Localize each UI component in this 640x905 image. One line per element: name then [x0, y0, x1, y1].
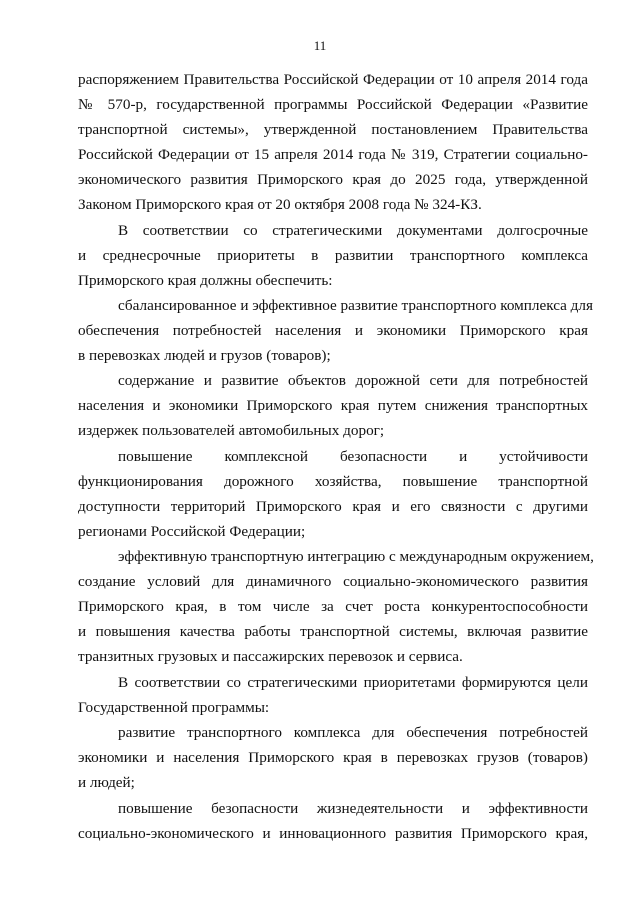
text-line: распоряжением Правительства Российской Федерации от 10 апреля 2014 года: [78, 71, 588, 88]
text-line: Российской Федерации от 15 апреля 2014 года № 319, Стратегии социально-: [78, 146, 588, 163]
text-line: и повышения качества работы транспортной системы, включая развитие: [78, 623, 588, 640]
paragraph-first-line: эффективную транспортную интеграцию с международным окружением,: [118, 548, 594, 565]
text-line: транзитных грузовых и пассажирских перевозок и сервиса.: [78, 648, 463, 665]
text-line: в перевозках людей и грузов (товаров);: [78, 347, 331, 364]
paragraph-first-line: повышение комплексной безопасности и устойчивости: [118, 448, 588, 465]
text-line: доступности территорий Приморского края и его связности с другими: [78, 498, 588, 515]
text-line: издержек пользователей автомобильных дорог;: [78, 422, 385, 439]
text-line: экономики и населения Приморского края в перевозках грузов (товаров): [78, 749, 588, 766]
text-line: создание условий для динамичного социально-экономического развития: [78, 573, 588, 590]
text-line: Приморского края должны обеспечить:: [78, 272, 333, 289]
text-line: транспортной системы», утвержденной постановлением Правительства: [78, 121, 588, 138]
page-number: 11: [313, 38, 327, 53]
text-line: населения и экономики Приморского края путем снижения транспортных: [78, 397, 588, 414]
paragraph-first-line: повышение безопасности жизнедеятельности и эффективности: [118, 800, 588, 817]
text-line: социально-экономического и инновационного развития Приморского края,: [78, 825, 588, 842]
text-line: и среднесрочные приоритеты в развитии транспортного комплекса: [78, 247, 588, 264]
text-line: функционирования дорожного хозяйства, повышение транспортной: [78, 473, 588, 490]
text-line: обеспечения потребностей населения и экономики Приморского края: [78, 322, 588, 339]
text-line: Приморского края, в том числе за счет роста конкурентоспособности: [78, 598, 588, 615]
text-line: № 570-р, государственной программы Российской Федерации «Развитие: [78, 96, 588, 113]
text-line: экономического развития Приморского края до 2025 года, утвержденной: [78, 171, 588, 188]
paragraph-first-line: В соответствии со стратегическими приоритетами формируются цели: [118, 674, 588, 691]
paragraph-first-line: развитие транспортного комплекса для обеспечения потребностей: [118, 724, 588, 741]
text-line: Государственной программы:: [78, 699, 270, 716]
text-line: регионами Российской Федерации;: [78, 523, 306, 540]
paragraph-first-line: содержание и развитие объектов дорожной сети для потребностей: [118, 372, 588, 389]
text-line: и людей;: [78, 774, 135, 791]
paragraph-first-line: В соответствии со стратегическими документами долгосрочные: [118, 222, 588, 239]
text-line: Законом Приморского края от 20 октября 2008 года № 324-КЗ.: [78, 196, 482, 213]
paragraph-first-line: сбалансированное и эффективное развитие транспортного комплекса для: [118, 297, 593, 314]
